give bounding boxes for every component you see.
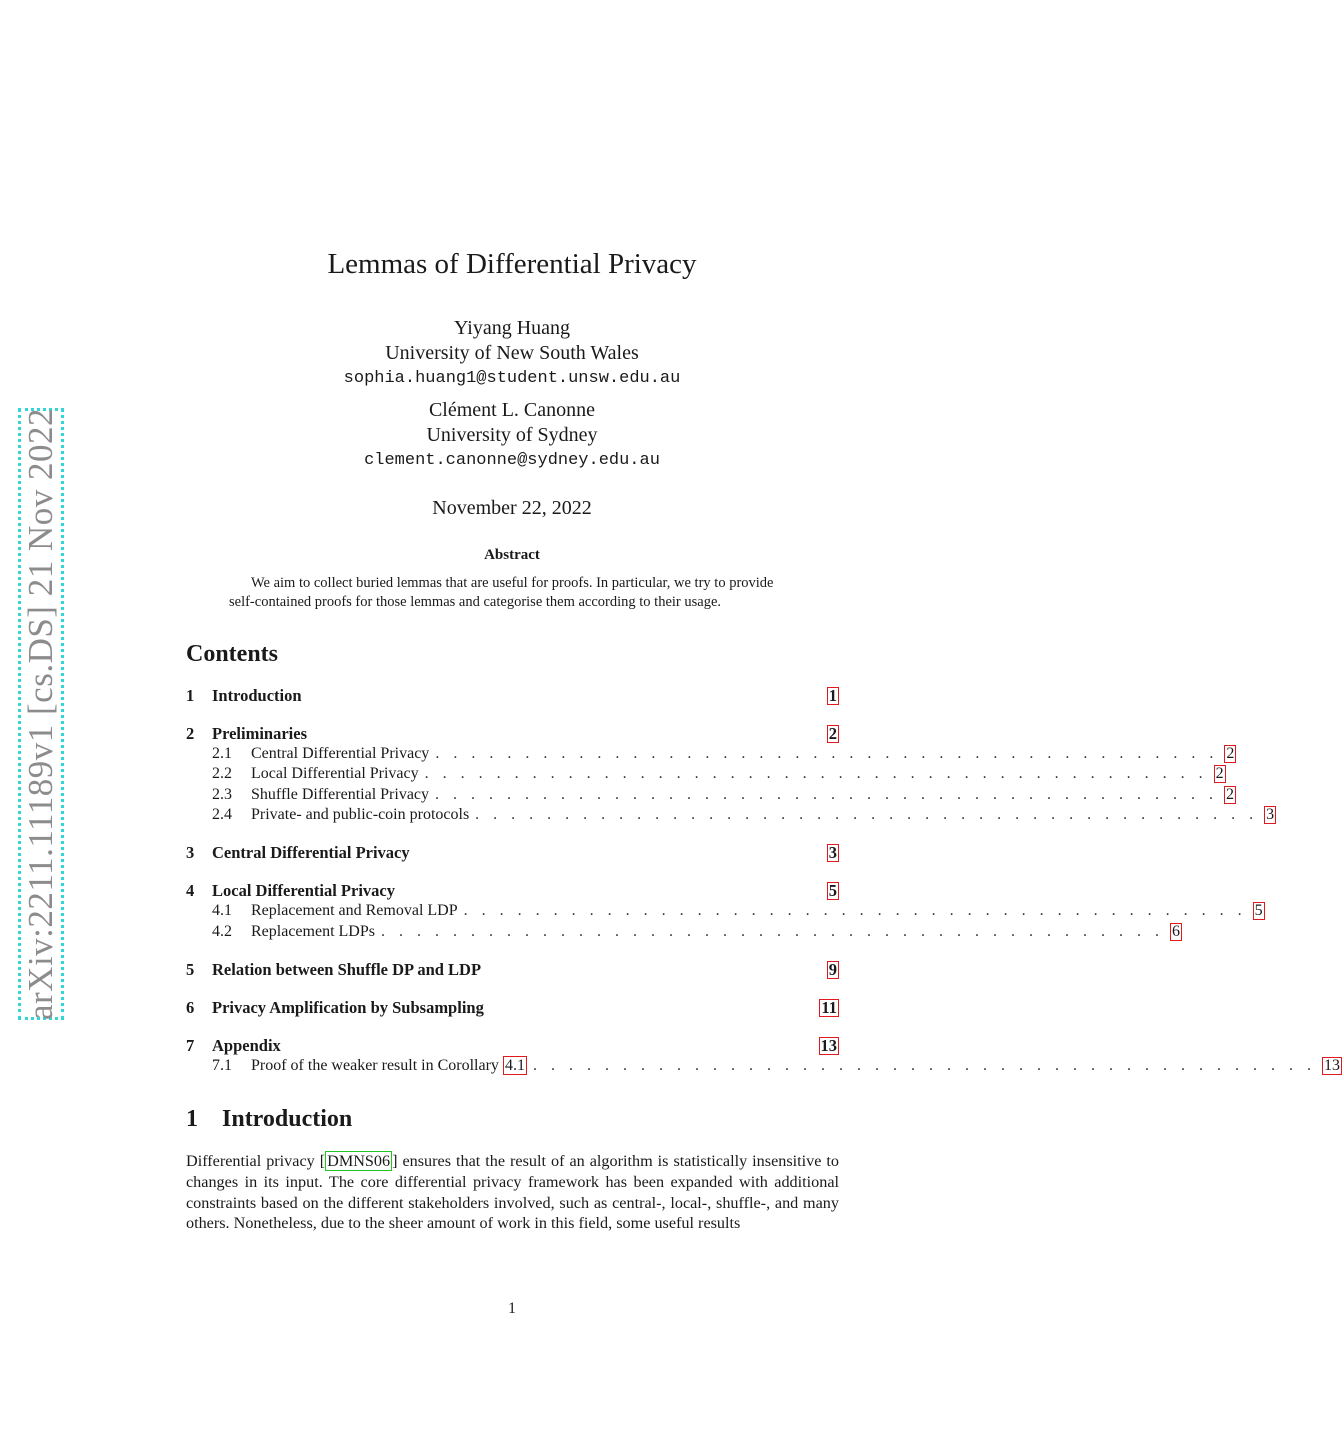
toc-entry[interactable] bbox=[186, 843, 839, 864]
arxiv-id: arXiv:2211.11189v1 [cs.DS] 21 Nov 2022 bbox=[21, 407, 60, 1021]
paper-date: November 22, 2022 bbox=[432, 497, 592, 519]
toc-number: 4.2 bbox=[212, 923, 232, 940]
toc-entry[interactable] bbox=[186, 686, 839, 707]
toc-leader: . . . . . . . . . . . . . . . . . . . . . . . . . . . . . . . . . . . . . . . . . . . . bbox=[435, 786, 1219, 803]
author-affiliation: University of Sydney bbox=[426, 424, 598, 446]
toc-entry[interactable] bbox=[186, 1057, 1340, 1078]
section-title: Introduction bbox=[222, 1106, 353, 1132]
toc-number: 2.1 bbox=[212, 745, 232, 762]
toc-title-text: Proof of the weaker result in Corollary bbox=[251, 1057, 499, 1074]
toc-title[interactable]: Private- and public-coin protocols bbox=[251, 806, 470, 823]
toc-page-link[interactable]: 6 bbox=[1171, 923, 1180, 940]
toc-leader: . . . . . . . . . . . . . . . . . . . . . . . . . . . . . . . . . . . . . . . . . . . . bbox=[475, 806, 1259, 823]
toc-entry[interactable] bbox=[186, 998, 839, 1019]
toc-page-link[interactable]: 9 bbox=[828, 960, 837, 979]
contents-heading: Contents bbox=[186, 641, 279, 667]
toc-number: 4 bbox=[186, 881, 195, 900]
citation-link[interactable]: DMNS06 bbox=[327, 1152, 391, 1170]
toc-number: 4.1 bbox=[212, 902, 232, 919]
toc-title[interactable]: Preliminaries bbox=[212, 724, 308, 743]
intro-text-rest: ] ensures that the result of an algorithm is statistically insensitive to changes in its input. The core differential privacy framework has been expanded with additional constraints based on the different stakeholders involved, such as central-, local-, shuffle-, and many others. Nonetheless, due to the sheer amount of work in this field, some useful results bbox=[186, 1152, 839, 1233]
section-heading-introduction bbox=[186, 1106, 352, 1133]
author-name: Clément L. Canonne bbox=[428, 399, 596, 421]
toc-leader: . . . . . . . . . . . . . . . . . . . . . . . . . . . . . . . . . . . . . . . . . . . . bbox=[435, 745, 1219, 762]
toc-leader: . . . . . . . . . . . . . . . . . . . . . . . . . . . . . . . . . . . . . . . . . . . . bbox=[380, 923, 1164, 940]
toc-entry[interactable] bbox=[186, 806, 1275, 827]
toc-entry[interactable] bbox=[186, 765, 1224, 786]
intro-text-start: Differential privacy [ bbox=[186, 1152, 326, 1170]
toc-page-link[interactable]: 5 bbox=[1254, 902, 1263, 919]
toc-title[interactable]: Shuffle Differential Privacy bbox=[251, 786, 430, 803]
toc-entry[interactable] bbox=[186, 881, 839, 902]
paper-title: Lemmas of Differential Privacy bbox=[327, 248, 697, 280]
toc-entry[interactable] bbox=[186, 724, 839, 745]
author-email[interactable]: clement.canonne@sydney.edu.au bbox=[364, 451, 660, 470]
toc-title[interactable]: Central Differential Privacy bbox=[251, 745, 430, 762]
toc-title[interactable]: Replacement LDPs bbox=[251, 923, 375, 940]
toc-title[interactable]: Local Differential Privacy bbox=[251, 765, 419, 782]
toc-number: 7.1 bbox=[212, 1057, 232, 1074]
author-2 bbox=[0, 398, 1024, 473]
toc-title[interactable]: Central Differential Privacy bbox=[212, 843, 410, 862]
toc-entry[interactable] bbox=[186, 960, 839, 981]
toc-leader: . . . . . . . . . . . . . . . . . . . . . . . . . . . . . . . . . . . . . . . . . . . . bbox=[424, 765, 1208, 782]
toc-page-link[interactable]: 2 bbox=[1215, 765, 1224, 782]
toc-number: 3 bbox=[186, 843, 195, 862]
toc-page-link[interactable]: 2 bbox=[1226, 745, 1235, 762]
toc-number: 2 bbox=[186, 724, 195, 743]
author-1 bbox=[0, 316, 1024, 391]
toc-entry[interactable] bbox=[186, 923, 1180, 944]
toc-entry[interactable] bbox=[186, 786, 1235, 807]
author-affiliation: University of New South Wales bbox=[385, 342, 639, 364]
toc-title[interactable]: Local Differential Privacy bbox=[212, 881, 395, 900]
toc-number: 2.3 bbox=[212, 786, 232, 803]
corollary-ref-link[interactable]: 4.1 bbox=[504, 1057, 525, 1074]
abstract-heading: Abstract bbox=[484, 547, 540, 563]
page-number: 1 bbox=[508, 1300, 516, 1317]
toc-number: 6 bbox=[186, 998, 195, 1017]
toc-page-link[interactable]: 13 bbox=[820, 1036, 837, 1055]
toc-title[interactable]: Appendix bbox=[212, 1036, 281, 1055]
toc-page-link[interactable]: 1 bbox=[828, 686, 837, 705]
toc-leader: . . . . . . . . . . . . . . . . . . . . . . . . . . . . . . . . . . . . . . . . . . . . bbox=[532, 1057, 1316, 1074]
toc-page-link[interactable]: 11 bbox=[821, 998, 837, 1017]
toc-entry[interactable] bbox=[186, 745, 1235, 766]
toc-title[interactable] bbox=[251, 1057, 527, 1075]
toc-entry[interactable] bbox=[186, 1036, 839, 1057]
toc-title[interactable]: Relation between Shuffle DP and LDP bbox=[212, 960, 482, 979]
section-number: 1 bbox=[186, 1106, 198, 1132]
toc-number: 5 bbox=[186, 960, 195, 979]
toc-page-link[interactable]: 2 bbox=[1226, 786, 1235, 803]
toc-number: 2.4 bbox=[212, 806, 232, 823]
toc-page-link[interactable]: 3 bbox=[1266, 806, 1275, 823]
toc-page-link[interactable]: 3 bbox=[828, 843, 837, 862]
toc-title[interactable]: Introduction bbox=[212, 686, 302, 705]
toc-number: 2.2 bbox=[212, 765, 232, 782]
toc-page-link[interactable]: 13 bbox=[1323, 1057, 1340, 1074]
toc-number: 7 bbox=[186, 1036, 195, 1055]
abstract-text: We aim to collect buried lemmas that are useful for proofs. In particular, we try to provide self-contained proofs for those lemmas and categorise them according to their usage. bbox=[229, 575, 774, 610]
toc-title[interactable]: Privacy Amplification by Subsampling bbox=[212, 998, 484, 1017]
introduction-paragraph bbox=[186, 1151, 839, 1234]
toc-page-link[interactable]: 5 bbox=[828, 881, 837, 900]
toc-page-link[interactable]: 2 bbox=[828, 724, 837, 743]
toc-title[interactable]: Replacement and Removal LDP bbox=[251, 902, 458, 919]
toc-leader: . . . . . . . . . . . . . . . . . . . . . . . . . . . . . . . . . . . . . . . . . . . . bbox=[463, 902, 1247, 919]
author-email[interactable]: sophia.huang1@student.unsw.edu.au bbox=[343, 369, 681, 388]
author-name: Yiyang Huang bbox=[453, 317, 571, 339]
toc-number: 1 bbox=[186, 686, 195, 705]
toc-entry[interactable] bbox=[186, 902, 1263, 923]
